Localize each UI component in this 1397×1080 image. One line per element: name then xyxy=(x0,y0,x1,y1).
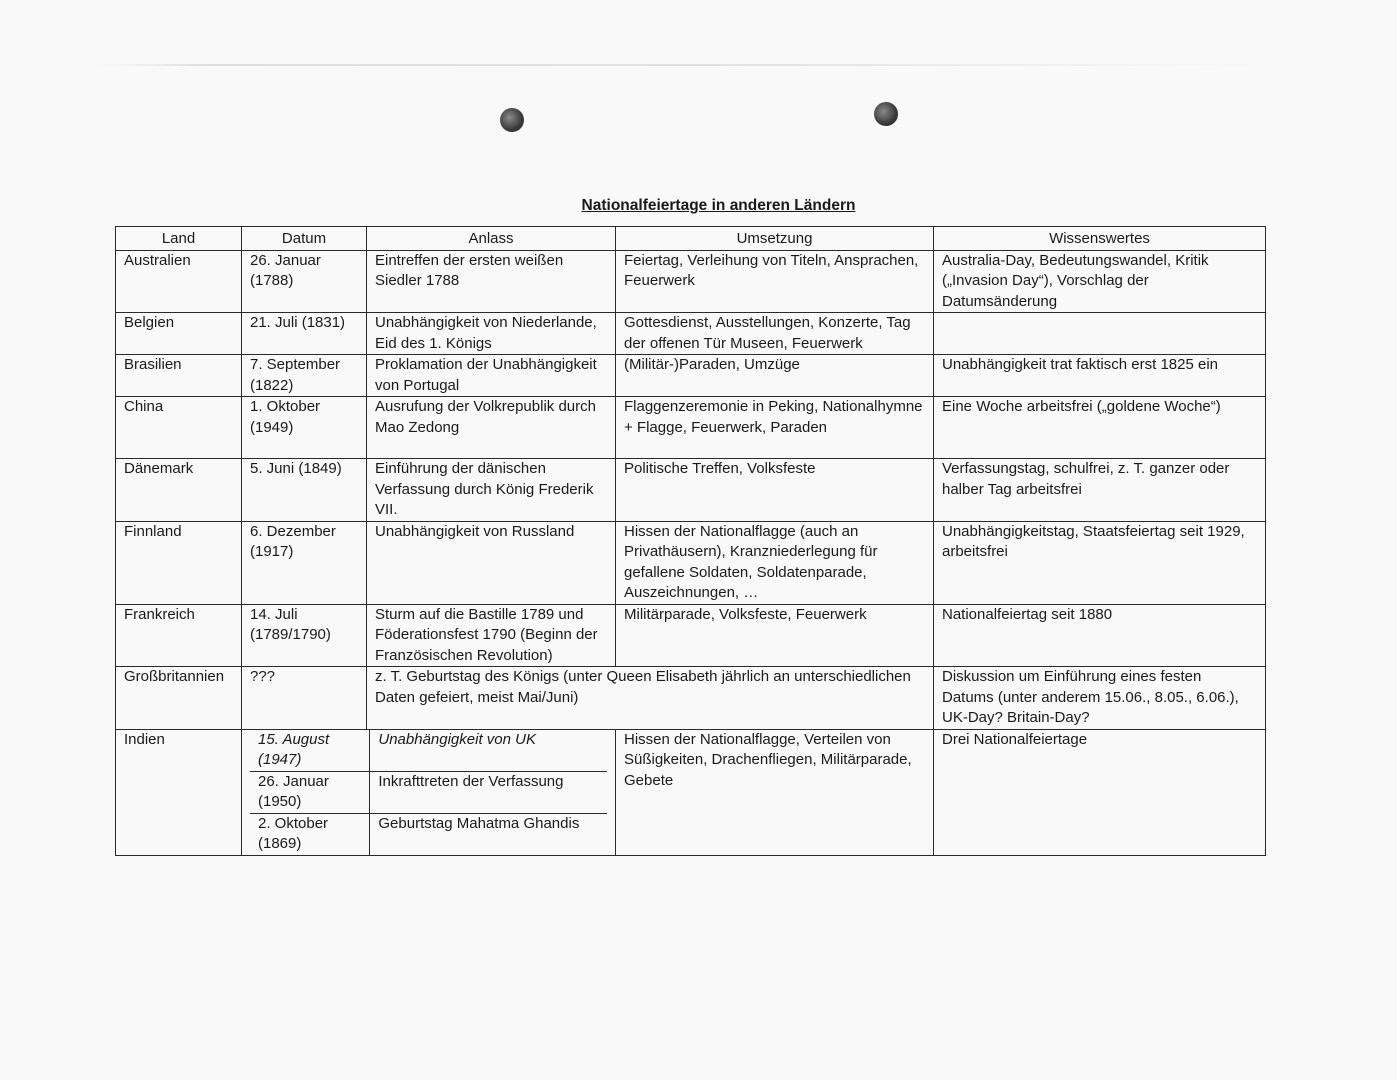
cell-wissenswertes: Unabhängigkeit trat faktisch erst 1825 ein xyxy=(934,355,1266,397)
cell-land: Belgien xyxy=(116,313,242,355)
cell-land: Großbritannien xyxy=(116,667,242,730)
cell-umsetzung: Flaggenzeremonie in Peking, Nationalhymne + Flagge, Feuerwerk, Paraden xyxy=(616,397,934,459)
header-umsetzung: Umsetzung xyxy=(616,227,934,251)
cell-umsetzung: Gottesdienst, Ausstellungen, Konzerte, Tag der offenen Tür Museen, Feuerwerk xyxy=(616,313,934,355)
table-row xyxy=(116,397,1266,459)
page-edge-line xyxy=(95,64,1255,66)
cell-wissenswertes: Eine Woche arbeitsfrei („goldene Woche“) xyxy=(934,397,1266,459)
cell-land: Finnland xyxy=(116,521,242,604)
header-land: Land xyxy=(116,227,242,251)
cell-datum: 7. September (1822) xyxy=(242,355,367,397)
cell-anlass: Proklamation der Unabhängigkeit von Portugal xyxy=(367,355,616,397)
cell-datum: 2. Oktober (1869) xyxy=(250,813,370,855)
cell-wissenswertes: Unabhängigkeitstag, Staatsfeiertag seit 1929, arbeitsfrei xyxy=(934,521,1266,604)
holiday-table xyxy=(115,226,1266,856)
cell-land: Dänemark xyxy=(116,459,242,522)
cell-wissenswertes: Nationalfeiertag seit 1880 xyxy=(934,604,1266,667)
table-row xyxy=(116,250,1266,313)
cell-umsetzung: Militärparade, Volksfeste, Feuerwerk xyxy=(616,604,934,667)
punch-hole-left xyxy=(500,108,524,132)
header-datum: Datum xyxy=(242,227,367,251)
table-row xyxy=(116,667,1266,730)
table-row xyxy=(116,355,1266,397)
header-anlass: Anlass xyxy=(367,227,616,251)
document-title: Nationalfeiertage in anderen Ländern xyxy=(581,197,856,214)
cell-anlass: Geburtstag Mahatma Ghandis xyxy=(378,814,580,832)
table-row xyxy=(116,459,1266,522)
indien-entry xyxy=(250,813,607,855)
cell-anlass: Eintreffen der ersten weißen Siedler 1788 xyxy=(367,250,616,313)
table-row xyxy=(116,521,1266,604)
cell-datum: 26. Januar (1950) xyxy=(250,771,370,813)
header-row xyxy=(116,227,1266,251)
cell-wissenswertes: Verfassungstag, schulfrei, z. T. ganzer oder halber Tag arbeitsfrei xyxy=(934,459,1266,522)
cell-datum: 15. August (1947) xyxy=(250,730,370,772)
cell-anlass: Inkrafttreten der Verfassung xyxy=(370,771,607,813)
cell-land: Brasilien xyxy=(116,355,242,397)
cell-wissenswertes: Drei Nationalfeiertage xyxy=(934,729,1266,855)
cell-umsetzung: Politische Treffen, Volksfeste xyxy=(616,459,934,522)
cell-datum: 1. Oktober (1949) xyxy=(242,397,367,459)
punch-hole-right xyxy=(874,102,898,126)
cell-wissenswertes xyxy=(934,313,1266,355)
cell-datum: ??? xyxy=(242,667,367,730)
indien-entry xyxy=(250,730,607,772)
indien-subtable xyxy=(250,730,607,855)
table-row-indien xyxy=(116,729,1266,855)
cell-datum: 26. Januar (1788) xyxy=(242,250,367,313)
cell-land: Australien xyxy=(116,250,242,313)
cell-land: China xyxy=(116,397,242,459)
cell-anlass: Unabhängigkeit von UK xyxy=(370,730,607,772)
cell-wissenswertes: Australia-Day, Bedeutungswandel, Kritik („Invasion Day“), Vorschlag der Datumsänderung xyxy=(934,250,1266,313)
cell-anlass: Einführung der dänischen Verfassung durch König Frederik VII. xyxy=(367,459,616,522)
cell-anlass: Unabhängigkeit von Niederlande, Eid des 1. Königs xyxy=(367,313,616,355)
cell-land: Frankreich xyxy=(116,604,242,667)
cell-datum: 14. Juli (1789/1790) xyxy=(242,604,367,667)
cell-datum: 21. Juli (1831) xyxy=(242,313,367,355)
table-row xyxy=(116,313,1266,355)
header-wissenswertes: Wissenswertes xyxy=(934,227,1266,251)
cell-datum: 6. Dezember (1917) xyxy=(242,521,367,604)
cell-anlass: Unabhängigkeit von Russland xyxy=(367,521,616,604)
cell-anlass: Sturm auf die Bastille 1789 und Föderationsfest 1790 (Beginn der Französischen Revolution) xyxy=(367,604,616,667)
table-row xyxy=(116,604,1266,667)
cell-wissenswertes: Diskussion um Einführung eines festen Datums (unter anderem 15.06., 8.05., 6.06.), UK-Day? Britain-Day? xyxy=(934,667,1266,730)
cell-anlass: Ausrufung der Volkrepublik durch Mao Zedong xyxy=(367,397,616,459)
cell-datum: 5. Juni (1849) xyxy=(242,459,367,522)
cell-umsetzung: (Militär-)Paraden, Umzüge xyxy=(616,355,934,397)
cell-anlass-umsetzung-merged: z. T. Geburtstag des Königs (unter Queen Elisabeth jährlich an unterschiedlichen Daten gefeiert, meist Mai/Juni) xyxy=(367,667,934,730)
indien-entry xyxy=(250,771,607,813)
cell-umsetzung: Feiertag, Verleihung von Titeln, Ansprachen, Feuerwerk xyxy=(616,250,934,313)
cell-indien-subtable xyxy=(242,729,616,855)
cell-umsetzung: Hissen der Nationalflagge (auch an Privathäusern), Kranzniederlegung für gefallene Soldaten, Soldatenparade, Auszeichnungen, … xyxy=(616,521,934,604)
cell-umsetzung: Hissen der Nationalflagge, Verteilen von Süßigkeiten, Drachenfliegen, Militärparade, Gebete xyxy=(616,729,934,855)
cell-land: Indien xyxy=(116,729,242,855)
